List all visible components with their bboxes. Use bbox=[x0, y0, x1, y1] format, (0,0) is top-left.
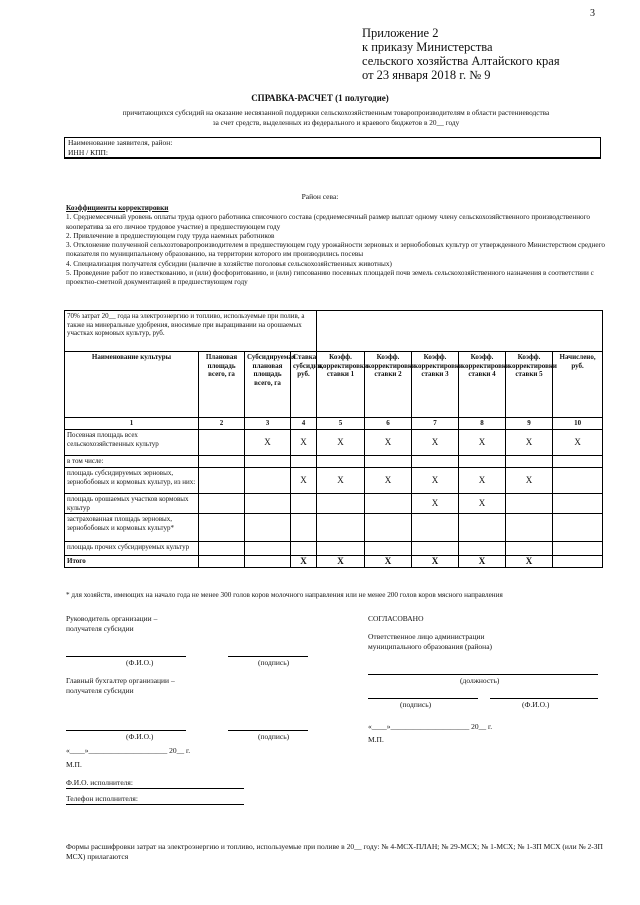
executor-fio-line[interactable] bbox=[66, 788, 244, 789]
not-applicable-mark: X bbox=[291, 468, 317, 494]
not-applicable-mark: X bbox=[412, 430, 459, 456]
input-cell[interactable] bbox=[365, 542, 412, 556]
not-applicable-mark: X bbox=[506, 468, 553, 494]
acc-fio-caption: (Ф.И.О.) bbox=[126, 732, 154, 741]
input-cell[interactable] bbox=[317, 514, 365, 542]
coefficient-item-2: 2. Привлечение в предшествующем году труда наемных работников bbox=[66, 231, 275, 240]
head-signature-label bbox=[66, 614, 157, 633]
input-cell[interactable] bbox=[291, 514, 317, 542]
chief-accountant-label bbox=[66, 676, 175, 695]
input-cell[interactable] bbox=[412, 456, 459, 468]
column-number: 5 bbox=[317, 418, 365, 430]
right-fio-caption: (Ф.И.О.) bbox=[522, 700, 550, 709]
input-cell[interactable] bbox=[459, 542, 506, 556]
cost-description-cell bbox=[65, 311, 317, 352]
table-row bbox=[65, 468, 603, 494]
page-number: 3 bbox=[590, 8, 595, 19]
head-sign-line bbox=[228, 656, 308, 657]
appendix-line-3: сельского хозяйства Алтайского края bbox=[362, 54, 560, 68]
not-applicable-mark: X bbox=[291, 430, 317, 456]
column-number: 9 bbox=[506, 418, 553, 430]
stamp-left: М.П. bbox=[66, 760, 82, 769]
row-label: площадь субсидируемых зерновых, зернобобовых и кормовых культур, из них: bbox=[65, 468, 199, 494]
head-fio-caption: (Ф.И.О.) bbox=[126, 658, 154, 667]
input-cell[interactable] bbox=[553, 456, 603, 468]
input-cell[interactable] bbox=[245, 556, 291, 568]
input-cell[interactable] bbox=[199, 556, 245, 568]
header-planned-area: Плановая площадь всего, га bbox=[199, 352, 245, 418]
chief-acc-line-1: Главный бухгалтер организации – bbox=[66, 676, 175, 685]
input-cell[interactable] bbox=[291, 542, 317, 556]
table-row bbox=[65, 542, 603, 556]
executor-phone-label: Телефон исполнителя: bbox=[66, 794, 138, 803]
applicant-box[interactable] bbox=[64, 137, 601, 159]
column-number: 10 bbox=[553, 418, 603, 430]
appendix-line-4: от 23 января 2018 г. № 9 bbox=[362, 68, 491, 82]
cost-description: 70% затрат 20__ года на электроэнергию и топливо, используемые при полив, а также на минеральные удобрения, вносимые при выращивании на орошаемых участках кормовых культур, руб. bbox=[67, 312, 305, 338]
coefficient-item-3: 3. Отклонение полученной сельхозтоваропроизводителем в предшествующем году урожайности зерновых и зернобобовых культур от утвержденного Министерством среднего показателя по муниципальному образованию, на территории которого им производились посевы bbox=[66, 241, 605, 259]
document-subtitle bbox=[56, 108, 616, 127]
date-right[interactable]: «____»_____________________ 20__ г. bbox=[368, 722, 493, 731]
not-applicable-mark: X bbox=[506, 556, 553, 568]
input-cell[interactable] bbox=[506, 542, 553, 556]
input-cell[interactable] bbox=[199, 456, 245, 468]
coefficients-section bbox=[66, 204, 606, 288]
row-label: площадь орошаемых участков кормовых культур bbox=[65, 494, 199, 514]
cost-value-cell[interactable] bbox=[317, 311, 603, 352]
not-applicable-mark: X bbox=[459, 494, 506, 514]
executor-phone-line[interactable] bbox=[66, 804, 244, 805]
input-cell[interactable] bbox=[291, 456, 317, 468]
input-cell[interactable] bbox=[245, 494, 291, 514]
header-coef-5: Коэфф. корректировки ставки 5 bbox=[506, 352, 553, 418]
coefficient-item-5: 5. Проведение работ по известкованию, и (или) фосфоритованию, и (или) гипсованию посевных площадей почв земель сельскохозяйственного назначения в соответствии с проектно-сметной документацией в предшествующем году bbox=[66, 269, 594, 287]
region-label: Район сева: bbox=[301, 192, 339, 201]
input-cell[interactable] bbox=[553, 556, 603, 568]
stamp-right: М.П. bbox=[368, 735, 384, 744]
input-cell[interactable] bbox=[365, 514, 412, 542]
input-cell[interactable] bbox=[199, 542, 245, 556]
input-cell[interactable] bbox=[291, 494, 317, 514]
input-cell[interactable] bbox=[506, 456, 553, 468]
input-cell[interactable] bbox=[412, 514, 459, 542]
input-cell[interactable] bbox=[553, 542, 603, 556]
row-label: в том числе: bbox=[65, 456, 199, 468]
coefficient-item-4: 4. Специализация получателя субсидии (наличие в хозяйстве поголовья сельскохозяйственных животных) bbox=[66, 259, 392, 268]
input-cell[interactable] bbox=[317, 542, 365, 556]
input-cell[interactable] bbox=[199, 514, 245, 542]
column-number: 6 bbox=[365, 418, 412, 430]
coefficient-item-1: 1. Среднемесячный уровень оплаты труда одного работника списочного состава (среднемесячный размер выплат одному члену сельскохозяйственного производственного кооператива за его личное трудовое участие) в предшествующем году bbox=[66, 213, 590, 231]
position-caption: (должность) bbox=[460, 676, 500, 685]
subtitle-line-2: за счет средств, выделенных из федерального и краевого бюджетов в 20__ году bbox=[212, 117, 460, 127]
not-applicable-mark: X bbox=[459, 556, 506, 568]
right-sign-line[interactable] bbox=[368, 698, 478, 699]
document-title: СПРАВКА-РАСЧЕТ (1 полугодие) bbox=[251, 93, 389, 103]
row-label: площадь прочих субсидируемых культур bbox=[65, 542, 199, 556]
header-culture-name: Наименование культуры bbox=[65, 352, 199, 418]
table-row bbox=[65, 556, 603, 568]
input-cell[interactable] bbox=[317, 456, 365, 468]
table-row bbox=[65, 430, 603, 456]
responsible-label bbox=[368, 632, 492, 651]
column-number: 7 bbox=[412, 418, 459, 430]
column-number: 3 bbox=[245, 418, 291, 430]
column-number: 1 bbox=[65, 418, 199, 430]
appendix-line-1: Приложение 2 bbox=[362, 26, 439, 40]
input-cell[interactable] bbox=[459, 456, 506, 468]
executor-fio-label: Ф.И.О. исполнителя: bbox=[66, 778, 133, 787]
input-cell[interactable] bbox=[365, 494, 412, 514]
not-applicable-mark: X bbox=[245, 430, 291, 456]
input-cell[interactable] bbox=[245, 514, 291, 542]
column-number: 8 bbox=[459, 418, 506, 430]
input-cell[interactable] bbox=[553, 468, 603, 494]
agreed-label: СОГЛАСОВАНО bbox=[368, 614, 424, 623]
table-row bbox=[65, 456, 603, 468]
input-cell[interactable] bbox=[245, 468, 291, 494]
acc-fio-line bbox=[66, 730, 186, 731]
head-sign-caption: (подпись) bbox=[258, 658, 290, 667]
input-cell[interactable] bbox=[506, 514, 553, 542]
header-subsidized-area: Субсидируемая плановая площадь всего, га bbox=[245, 352, 291, 418]
appendix-line-2: к приказу Министерства bbox=[362, 40, 493, 54]
row-label: застрахованная площадь зерновых, зернобобовых и кормовых культур* bbox=[65, 514, 199, 542]
acc-sign-caption: (подпись) bbox=[258, 732, 290, 741]
head-fio-line bbox=[66, 656, 186, 657]
header-subsidy-rate: Ставка субсидии, руб. bbox=[291, 352, 317, 418]
not-applicable-mark: X bbox=[459, 430, 506, 456]
input-cell[interactable] bbox=[412, 542, 459, 556]
not-applicable-mark: X bbox=[412, 468, 459, 494]
header-accrued: Начислено, руб. bbox=[553, 352, 603, 418]
input-cell[interactable] bbox=[199, 430, 245, 456]
header-coef-1: Коэфф. корректировки ставки 1 bbox=[317, 352, 365, 418]
head-label-line-1: Руководитель организации – bbox=[66, 614, 158, 623]
header-coef-3: Коэфф. корректировки ставки 3 bbox=[412, 352, 459, 418]
right-sign-caption: (подпись) bbox=[400, 700, 432, 709]
input-cell[interactable] bbox=[553, 514, 603, 542]
header-coef-2: Коэфф. корректировки ставки 2 bbox=[365, 352, 412, 418]
input-cell[interactable] bbox=[199, 494, 245, 514]
position-line[interactable] bbox=[368, 674, 598, 675]
not-applicable-mark: X bbox=[459, 468, 506, 494]
input-cell[interactable] bbox=[199, 468, 245, 494]
responsible-line-2: муниципального образования (района) bbox=[368, 641, 493, 651]
table-body bbox=[65, 430, 603, 568]
acc-sign-line bbox=[228, 730, 308, 731]
table-row bbox=[65, 514, 603, 542]
table-row bbox=[65, 494, 603, 514]
not-applicable-mark: X bbox=[291, 556, 317, 568]
footnote: * для хозяйств, имеющих на начало года не менее 300 голов коров молочного направления или не менее 200 голов коров мясного направления bbox=[66, 591, 503, 599]
date-left[interactable]: «____»_____________________ 20__ г. bbox=[66, 746, 191, 755]
not-applicable-mark: X bbox=[317, 430, 365, 456]
column-number: 4 bbox=[291, 418, 317, 430]
not-applicable-mark: X bbox=[365, 468, 412, 494]
applicant-name-label: Наименование заявителя, район: bbox=[68, 138, 173, 147]
appendix-header bbox=[362, 26, 560, 82]
input-cell[interactable] bbox=[317, 494, 365, 514]
coefficients-title: Коэффициенты корректировки bbox=[66, 204, 169, 212]
input-cell[interactable] bbox=[365, 456, 412, 468]
column-number: 2 bbox=[199, 418, 245, 430]
input-cell[interactable] bbox=[245, 542, 291, 556]
input-cell[interactable] bbox=[245, 456, 291, 468]
right-fio-line[interactable] bbox=[490, 698, 598, 699]
input-cell[interactable] bbox=[459, 514, 506, 542]
not-applicable-mark: X bbox=[317, 556, 365, 568]
responsible-line-1: Ответственное лицо администрации bbox=[368, 632, 485, 641]
row-label: Посевная площадь всех сельскохозяйственных культур bbox=[65, 430, 199, 456]
applicant-inn-label: ИНН / КПП: bbox=[68, 148, 109, 157]
not-applicable-mark: X bbox=[365, 556, 412, 568]
bottom-note: Формы расшифровки затрат на электроэнергию и топливо, используемые при поливе в 20__ году: № 4-МСХ-ПЛАН; № 29-МСХ; № 1-МСХ; № 1-ЗП МСХ (или № 2-ЗП МСХ) прилагаются bbox=[66, 842, 603, 861]
not-applicable-mark: X bbox=[506, 430, 553, 456]
chief-acc-line-2: получателя субсидии bbox=[66, 685, 134, 695]
not-applicable-mark: X bbox=[412, 556, 459, 568]
not-applicable-mark: X bbox=[317, 468, 365, 494]
not-applicable-mark: X bbox=[365, 430, 412, 456]
input-cell[interactable] bbox=[506, 494, 553, 514]
not-applicable-mark: X bbox=[412, 494, 459, 514]
head-label-line-2: получателя субсидии bbox=[66, 623, 134, 633]
row-label: Итого bbox=[65, 556, 199, 568]
header-coef-4: Коэфф. корректировки ставки 4 bbox=[459, 352, 506, 418]
subtitle-line-1: причитающихся субсидий на оказание несвязанной поддержки сельскохозяйственным товаропроизводителям в области растениеводства bbox=[122, 108, 550, 117]
input-cell[interactable] bbox=[553, 494, 603, 514]
calculation-table bbox=[64, 310, 603, 568]
not-applicable-mark: X bbox=[553, 430, 603, 456]
